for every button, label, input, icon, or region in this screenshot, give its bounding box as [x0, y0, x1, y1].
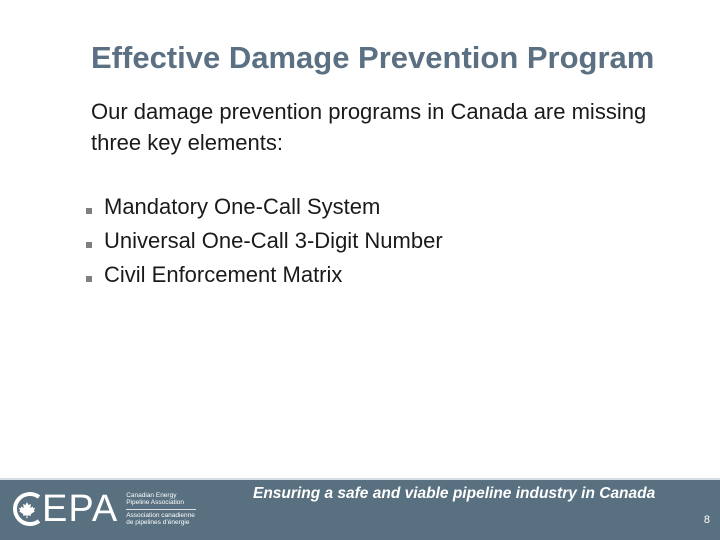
- square-bullet-icon: [86, 276, 92, 282]
- list-item-text: Universal One-Call 3-Digit Number: [104, 228, 443, 253]
- page-number: 8: [703, 514, 710, 526]
- intro-text: Our damage prevention programs in Canada are missing three key elements:: [91, 99, 647, 155]
- square-bullet-icon: [86, 208, 92, 214]
- square-bullet-icon: [86, 242, 92, 248]
- bullet-list: [86, 190, 443, 292]
- list-item: [86, 258, 443, 292]
- logo-wordmark: EPA: [42, 488, 119, 530]
- list-item-text: Mandatory One-Call System: [104, 194, 381, 219]
- maple-leaf-icon: [12, 491, 42, 527]
- list-item-text: Civil Enforcement Matrix: [104, 262, 343, 287]
- logo-tagline: Canadian Energy Pipeline Association Association canadienne de pipelines d’énergie: [126, 491, 195, 526]
- slide-title: Effective Damage Prevention Program: [91, 40, 655, 75]
- cepa-logo: [12, 489, 196, 529]
- list-item: [86, 224, 443, 258]
- footer-tagline: Ensuring a safe and viable pipeline industry in Canada: [253, 485, 656, 502]
- list-item: [86, 190, 443, 224]
